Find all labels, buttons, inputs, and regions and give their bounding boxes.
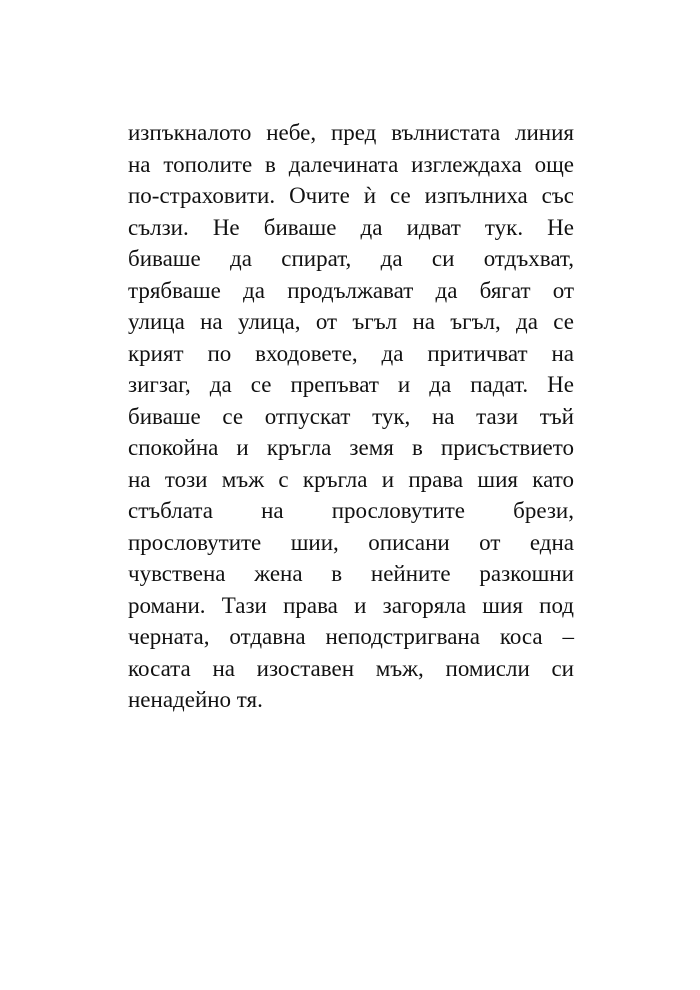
text-line-last: ненадейно тя. — [128, 687, 263, 712]
text-line: крият по входовете, да притичват на — [128, 340, 574, 366]
text-line: биваше да спират, да си отдъхват, — [128, 246, 574, 271]
text-line: стъблата на прословутите брези, — [128, 498, 574, 523]
text-line: по-страховити. Очите ѝ се изпълниха със — [128, 183, 574, 208]
text-line: изпъкналото небе, пред вълнистата линия — [128, 120, 574, 145]
text-line: косата на изоставен мъж, помисли си — [128, 655, 574, 681]
text-line: чувствена жена в нейните разкошни — [128, 561, 574, 586]
text-line: прословутите шии, описани от една — [128, 529, 574, 555]
text-line: романи. Тази права и загоряла шия под — [128, 592, 574, 618]
text-line: спокойна и кръгла земя в присъствието — [128, 435, 574, 460]
text-line: трябваше да продължават да бягат от — [128, 277, 574, 303]
text-line: на този мъж с кръгла и права шия като — [128, 466, 574, 492]
text-line: на тополите в далечината изглеждаха още — [128, 151, 574, 177]
text-line: биваше се отпускат тук, на тази тъй — [128, 403, 574, 429]
body-text — [128, 117, 574, 716]
text-line: зигзаг, да се препъват и да падат. Не — [128, 372, 574, 397]
text-line: сълзи. Не биваше да идват тук. Не — [128, 214, 574, 240]
text-line: черната, отдавна неподстригвана коса – — [128, 624, 574, 649]
text-line: улица на улица, от ъгъл на ъгъл, да се — [128, 309, 574, 334]
